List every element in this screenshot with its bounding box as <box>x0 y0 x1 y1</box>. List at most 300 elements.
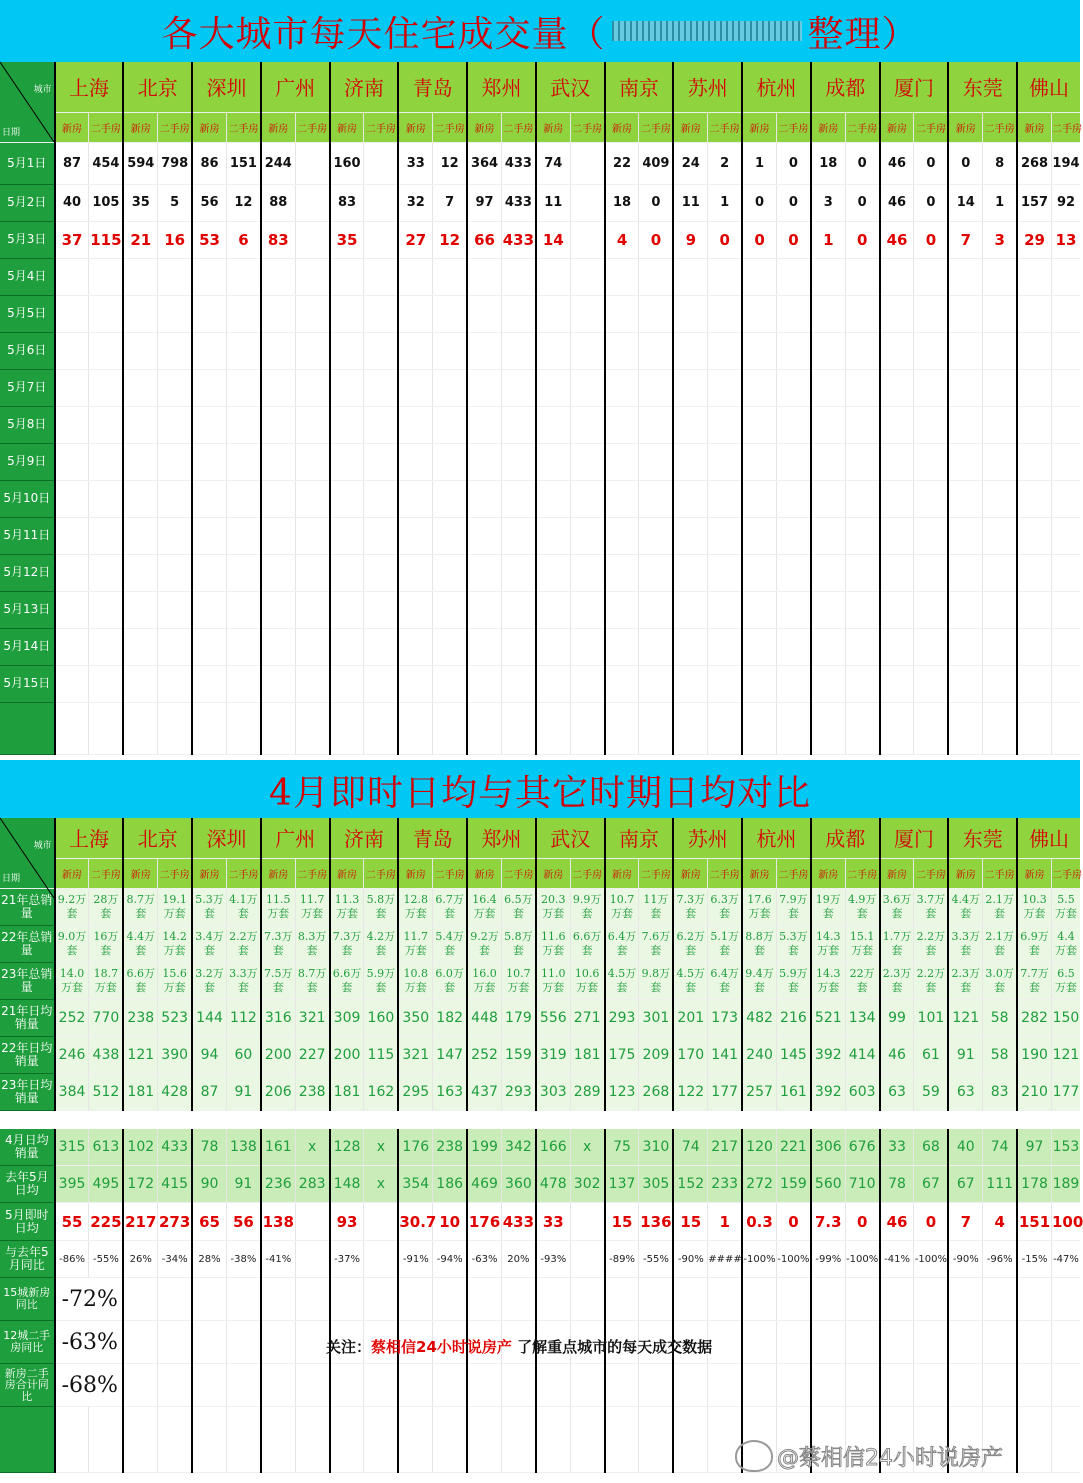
city-header: 佛山 <box>1017 818 1080 858</box>
cell: -90% <box>948 1241 982 1278</box>
cell <box>605 517 639 554</box>
cell <box>55 554 89 591</box>
cell: 9.4万套 <box>742 962 776 999</box>
cell: 433 <box>501 221 535 258</box>
cell <box>639 702 673 754</box>
cell <box>811 628 845 665</box>
cell <box>536 1364 570 1407</box>
cell <box>89 332 123 369</box>
cell: 33 <box>398 142 432 184</box>
cell <box>1017 1364 1051 1407</box>
cell <box>123 480 157 517</box>
cell <box>398 702 432 754</box>
cell <box>158 295 192 332</box>
city-header: 成都 <box>811 62 880 112</box>
cell <box>776 369 810 406</box>
cell: 87 <box>192 1073 226 1110</box>
cell <box>398 628 432 665</box>
cell: -89% <box>605 1241 639 1278</box>
city-header: 济南 <box>330 62 399 112</box>
cell <box>639 665 673 702</box>
cell <box>1017 406 1051 443</box>
cell: 390 <box>158 1036 192 1073</box>
cell <box>948 369 982 406</box>
cell <box>261 702 295 754</box>
cell: 30.7 <box>398 1203 432 1241</box>
cell: 181 <box>123 1073 157 1110</box>
cell <box>983 295 1017 332</box>
cell: 172 <box>123 1166 157 1203</box>
cell: 0 <box>708 221 742 258</box>
blurred-text <box>612 21 802 41</box>
cell <box>639 258 673 295</box>
cell <box>295 443 329 480</box>
cell <box>570 1407 604 1473</box>
cell <box>536 591 570 628</box>
cell <box>158 665 192 702</box>
cell: 8.3万套 <box>295 925 329 962</box>
cell: 7 <box>948 221 982 258</box>
cell: 46 <box>880 184 914 221</box>
cell: 162 <box>364 1073 398 1110</box>
cell <box>158 406 192 443</box>
cell: -91% <box>398 1241 432 1278</box>
cell <box>708 665 742 702</box>
cell: 238 <box>123 999 157 1036</box>
daily-average-row <box>0 1073 1080 1110</box>
cell: 22万套 <box>845 962 879 999</box>
city-header: 广州 <box>261 818 330 858</box>
cell: 238 <box>295 1073 329 1110</box>
cell <box>639 517 673 554</box>
cell: -15% <box>1017 1241 1051 1278</box>
cell: 244 <box>261 142 295 184</box>
cell: 360 <box>501 1166 535 1203</box>
daily-row <box>0 142 1080 184</box>
cell <box>55 332 89 369</box>
cell: 10.3万套 <box>1017 888 1051 925</box>
cell: 37 <box>55 221 89 258</box>
cell <box>123 1321 157 1364</box>
cell <box>501 1278 535 1321</box>
cell <box>570 258 604 295</box>
city-header: 杭州 <box>742 818 811 858</box>
yoy-row <box>0 1241 1080 1278</box>
cell: 14 <box>948 184 982 221</box>
cell: -41% <box>261 1241 295 1278</box>
cell <box>433 480 467 517</box>
diagonal-divider <box>0 818 54 898</box>
cell: 75 <box>605 1129 639 1166</box>
cell: 5.1万套 <box>708 925 742 962</box>
cell <box>673 258 707 295</box>
cell: 15.1万套 <box>845 925 879 962</box>
cell: 217 <box>708 1129 742 1166</box>
cell: 18.7万套 <box>89 962 123 999</box>
cell <box>536 258 570 295</box>
corner-date-label: 日期 <box>2 127 21 138</box>
cell <box>742 258 776 295</box>
cell: 61 <box>914 1036 948 1073</box>
cell <box>536 554 570 591</box>
cell <box>55 258 89 295</box>
cell: 303 <box>536 1073 570 1110</box>
cell: 8.8万套 <box>742 925 776 962</box>
cell <box>742 332 776 369</box>
cell <box>192 591 226 628</box>
cell: 83 <box>983 1073 1017 1110</box>
cell: 32 <box>398 184 432 221</box>
cell: 33 <box>536 1203 570 1241</box>
cell: -34% <box>158 1241 192 1278</box>
cell: 13 <box>1051 221 1080 258</box>
cell: 10 <box>433 1203 467 1241</box>
cell: 252 <box>55 999 89 1036</box>
summary-value: -68% <box>55 1364 124 1407</box>
cell <box>192 517 226 554</box>
cell <box>123 258 157 295</box>
cell <box>673 554 707 591</box>
cell <box>1051 702 1080 754</box>
sub-header-second: 二手房 <box>776 112 810 142</box>
cell <box>811 702 845 754</box>
cell <box>1051 258 1080 295</box>
cell <box>295 221 329 258</box>
cell <box>89 591 123 628</box>
cell <box>948 480 982 517</box>
cell: 78 <box>880 1166 914 1203</box>
cell: 87 <box>55 142 89 184</box>
cell <box>639 1407 673 1473</box>
cell <box>123 369 157 406</box>
cell: 293 <box>501 1073 535 1110</box>
cell: 8.7万套 <box>295 962 329 999</box>
cell <box>226 517 260 554</box>
cell <box>570 665 604 702</box>
sub-header-second: 二手房 <box>501 858 535 888</box>
cell: 6.6万套 <box>330 962 364 999</box>
cell: 770 <box>89 999 123 1036</box>
cell <box>570 591 604 628</box>
cell <box>467 517 501 554</box>
cell: 17.6万套 <box>742 888 776 925</box>
cell <box>123 295 157 332</box>
cell <box>914 665 948 702</box>
cell <box>398 443 432 480</box>
cell <box>364 1203 398 1241</box>
daily-volume-title <box>0 0 1080 62</box>
cell: 302 <box>570 1166 604 1203</box>
sub-header-new: 新房 <box>192 112 226 142</box>
cell: 11 <box>673 184 707 221</box>
cell: 100 <box>1051 1203 1080 1241</box>
cell: 21 <box>123 221 157 258</box>
cell <box>845 480 879 517</box>
cell: 282 <box>1017 999 1051 1036</box>
sub-header-second: 二手房 <box>295 112 329 142</box>
cell <box>330 517 364 554</box>
cell <box>501 665 535 702</box>
cell <box>673 1364 707 1407</box>
city-header: 佛山 <box>1017 62 1080 112</box>
cell <box>226 1364 260 1407</box>
cell: 3 <box>983 221 1017 258</box>
cell <box>433 369 467 406</box>
cell: 206 <box>261 1073 295 1110</box>
cell <box>570 1278 604 1321</box>
cell <box>226 628 260 665</box>
cell: 4.5万套 <box>673 962 707 999</box>
cell: 310 <box>639 1129 673 1166</box>
cell: 676 <box>845 1129 879 1166</box>
cell <box>295 1278 329 1321</box>
cell: -55% <box>639 1241 673 1278</box>
cell: 92 <box>1051 184 1080 221</box>
city-header: 深圳 <box>192 62 261 112</box>
cell <box>1017 480 1051 517</box>
cell <box>639 295 673 332</box>
cell: 83 <box>261 221 295 258</box>
cell <box>433 628 467 665</box>
cell <box>776 295 810 332</box>
cell: 428 <box>158 1073 192 1110</box>
cell: 0 <box>845 221 879 258</box>
cell: 433 <box>158 1129 192 1166</box>
cell: 469 <box>467 1166 501 1203</box>
cell <box>261 295 295 332</box>
cell <box>433 332 467 369</box>
cell: 46 <box>880 142 914 184</box>
cell <box>845 443 879 480</box>
cell: 246 <box>55 1036 89 1073</box>
cell <box>158 332 192 369</box>
cell <box>880 406 914 443</box>
cell <box>742 628 776 665</box>
cell <box>1017 295 1051 332</box>
cell <box>605 369 639 406</box>
cell <box>880 1321 914 1364</box>
cell: 105 <box>89 184 123 221</box>
cell <box>536 702 570 754</box>
cell <box>1017 258 1051 295</box>
cell <box>261 1407 295 1473</box>
cell: 141 <box>708 1036 742 1073</box>
cell <box>226 702 260 754</box>
cell <box>605 554 639 591</box>
cell <box>295 184 329 221</box>
cell <box>742 591 776 628</box>
cell <box>158 1407 192 1473</box>
cell <box>605 1407 639 1473</box>
cell <box>708 517 742 554</box>
cell: 0 <box>914 142 948 184</box>
cell <box>983 332 1017 369</box>
cell <box>192 369 226 406</box>
cell: 153 <box>1051 1129 1080 1166</box>
row-label <box>0 702 55 754</box>
cell <box>880 554 914 591</box>
total-sales-row <box>0 925 1080 962</box>
cell <box>192 1321 226 1364</box>
row-label: 5月15日 <box>0 665 55 702</box>
sub-header-new: 新房 <box>261 112 295 142</box>
cell <box>158 702 192 754</box>
cell: 4.4万套 <box>123 925 157 962</box>
cell <box>226 258 260 295</box>
cell: 136 <box>639 1203 673 1241</box>
cell: 613 <box>89 1129 123 1166</box>
cell: 63 <box>880 1073 914 1110</box>
cell: 392 <box>811 1073 845 1110</box>
cell <box>776 406 810 443</box>
cell: 74 <box>536 142 570 184</box>
cell <box>467 332 501 369</box>
cell: 11万套 <box>639 888 673 925</box>
cell: -94% <box>433 1241 467 1278</box>
cell <box>261 554 295 591</box>
cell <box>914 628 948 665</box>
cell <box>605 1278 639 1321</box>
cell <box>639 628 673 665</box>
city-header: 青岛 <box>398 818 467 858</box>
sub-header-second: 二手房 <box>364 858 398 888</box>
cell <box>1017 517 1051 554</box>
row-label: 22年总销量 <box>0 925 55 962</box>
cell <box>398 258 432 295</box>
cell <box>89 1407 123 1473</box>
cell <box>364 628 398 665</box>
cell <box>536 628 570 665</box>
cell <box>295 702 329 754</box>
cell <box>914 591 948 628</box>
cell <box>467 554 501 591</box>
cell: 798 <box>158 142 192 184</box>
daily-row <box>0 517 1080 554</box>
instant-average-row <box>0 1203 1080 1241</box>
cell <box>1051 591 1080 628</box>
cell <box>467 1364 501 1407</box>
cell <box>708 443 742 480</box>
cell <box>123 332 157 369</box>
cell: 342 <box>501 1129 535 1166</box>
cell <box>261 665 295 702</box>
cell: 19.1万套 <box>158 888 192 925</box>
cell <box>948 295 982 332</box>
cell: 5.3万套 <box>192 888 226 925</box>
cell: 1 <box>708 1203 742 1241</box>
cell: 710 <box>845 1166 879 1203</box>
cell <box>708 702 742 754</box>
cell <box>398 554 432 591</box>
cell: 35 <box>123 184 157 221</box>
row-label <box>0 1407 55 1473</box>
cell: 415 <box>158 1166 192 1203</box>
cell <box>330 1407 364 1473</box>
cell: 4.4万套 <box>948 888 982 925</box>
cell: 7.3 <box>811 1203 845 1241</box>
cell <box>639 332 673 369</box>
cell <box>433 1278 467 1321</box>
cell <box>639 406 673 443</box>
cell <box>673 480 707 517</box>
cell <box>89 258 123 295</box>
cell <box>1017 591 1051 628</box>
cell <box>398 517 432 554</box>
corner-city-label: 城市 <box>33 841 52 851</box>
cell <box>845 1364 879 1407</box>
cell: 6.3万套 <box>708 888 742 925</box>
daily-row <box>0 480 1080 517</box>
cell <box>433 554 467 591</box>
cell <box>123 1278 157 1321</box>
cell <box>330 702 364 754</box>
cell: 200 <box>261 1036 295 1073</box>
cell <box>1051 480 1080 517</box>
cell: -37% <box>330 1241 364 1278</box>
cell: 0 <box>639 184 673 221</box>
cell: 12 <box>226 184 260 221</box>
cell: 9.0万套 <box>55 925 89 962</box>
cell: 3 <box>811 184 845 221</box>
cell: 121 <box>1051 1036 1080 1073</box>
cell <box>880 258 914 295</box>
cell: 594 <box>123 142 157 184</box>
cell <box>914 332 948 369</box>
cell <box>55 295 89 332</box>
sub-header-second: 二手房 <box>639 858 673 888</box>
cell <box>433 1407 467 1473</box>
city-header: 上海 <box>55 62 124 112</box>
cell <box>673 517 707 554</box>
cell: 200 <box>330 1036 364 1073</box>
cell: 4.2万套 <box>364 925 398 962</box>
cell <box>364 332 398 369</box>
cell <box>948 332 982 369</box>
sub-header-new: 新房 <box>811 858 845 888</box>
city-header: 成都 <box>811 818 880 858</box>
cell <box>673 702 707 754</box>
cell: x <box>364 1129 398 1166</box>
cell: 0 <box>948 142 982 184</box>
daily-row <box>0 184 1080 221</box>
cell: 91 <box>226 1166 260 1203</box>
cell <box>226 1407 260 1473</box>
cell: 9.2万套 <box>467 925 501 962</box>
cell: 147 <box>433 1036 467 1073</box>
notice-account[interactable]: 蔡相信24小时说房产 <box>371 1338 512 1356</box>
cell <box>364 184 398 221</box>
cell <box>880 702 914 754</box>
daily-row <box>0 443 1080 480</box>
cell: 46 <box>880 1203 914 1241</box>
cell <box>226 369 260 406</box>
cell: 148 <box>330 1166 364 1203</box>
cell <box>226 1278 260 1321</box>
summary-row <box>0 1364 1080 1407</box>
cell: 66 <box>467 221 501 258</box>
cell: 257 <box>742 1073 776 1110</box>
cell <box>501 480 535 517</box>
cell <box>226 554 260 591</box>
cell: 26% <box>123 1241 157 1278</box>
sub-header-new: 新房 <box>1017 858 1051 888</box>
cell <box>708 295 742 332</box>
cell: -100% <box>742 1241 776 1278</box>
cell: 121 <box>948 999 982 1036</box>
cell <box>295 295 329 332</box>
cell <box>89 554 123 591</box>
cell <box>398 480 432 517</box>
